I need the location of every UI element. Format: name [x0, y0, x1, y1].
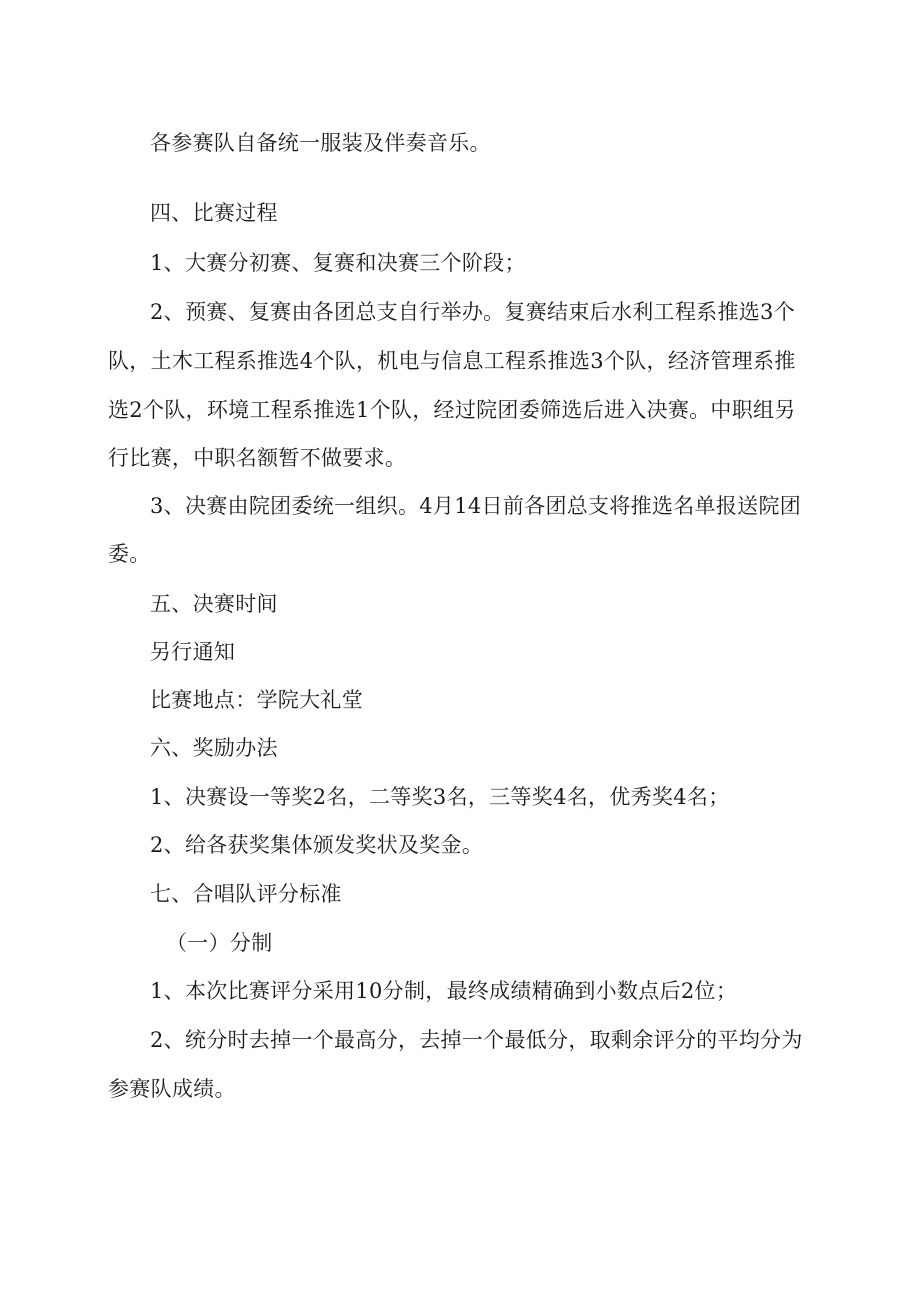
heading-scoring-criteria: 七、合唱队评分标准	[150, 882, 342, 906]
heading-final-time: 五、决赛时间	[150, 592, 278, 616]
item-3-line-2: 委。	[108, 542, 151, 566]
scoring-item-2-line-1: 2、统分时去掉一个最高分，去掉一个最低分，取剩余评分的平均分为	[150, 1028, 803, 1052]
paragraph-venue: 比赛地点：学院大礼堂	[150, 688, 363, 712]
item-2-line-2: 队，土木工程系推选4个队，机电与信息工程系推选3个队，经济管理系推	[108, 349, 796, 373]
item-2-line-4: 行比赛，中职名额暂不做要求。	[108, 446, 407, 470]
item-2-line-1: 2、预赛、复赛由各团总支自行举办。复赛结束后水利工程系推选3个	[150, 300, 796, 324]
heading-competition-process: 四、比赛过程	[150, 201, 278, 225]
award-item-2: 2、给各获奖集体颁发奖状及奖金。	[150, 833, 484, 857]
item-3-line-1: 3、决赛由院团委统一组织。4月14日前各团总支将推选名单报送院团	[150, 494, 802, 518]
award-item-1: 1、决赛设一等奖2名，二等奖3名，三等奖4名，优秀奖4名；	[150, 785, 730, 809]
item-2-line-3: 选2个队，环境工程系推选1个队，经过院团委筛选后进入决赛。中职组另	[108, 398, 796, 422]
scoring-item-1: 1、本次比赛评分采用10分制，最终成绩精确到小数点后2位；	[150, 979, 738, 1003]
subheading-score-system: （一）分制	[166, 931, 273, 955]
scoring-item-2-line-2: 参赛队成绩。	[108, 1077, 236, 1101]
paragraph-costume-music: 各参赛队自备统一服装及伴奏音乐。	[150, 131, 491, 155]
heading-awards: 六、奖励办法	[150, 736, 278, 760]
item-1-stages: 1、大赛分初赛、复赛和决赛三个阶段；	[150, 251, 526, 275]
paragraph-notice: 另行通知	[150, 640, 236, 664]
